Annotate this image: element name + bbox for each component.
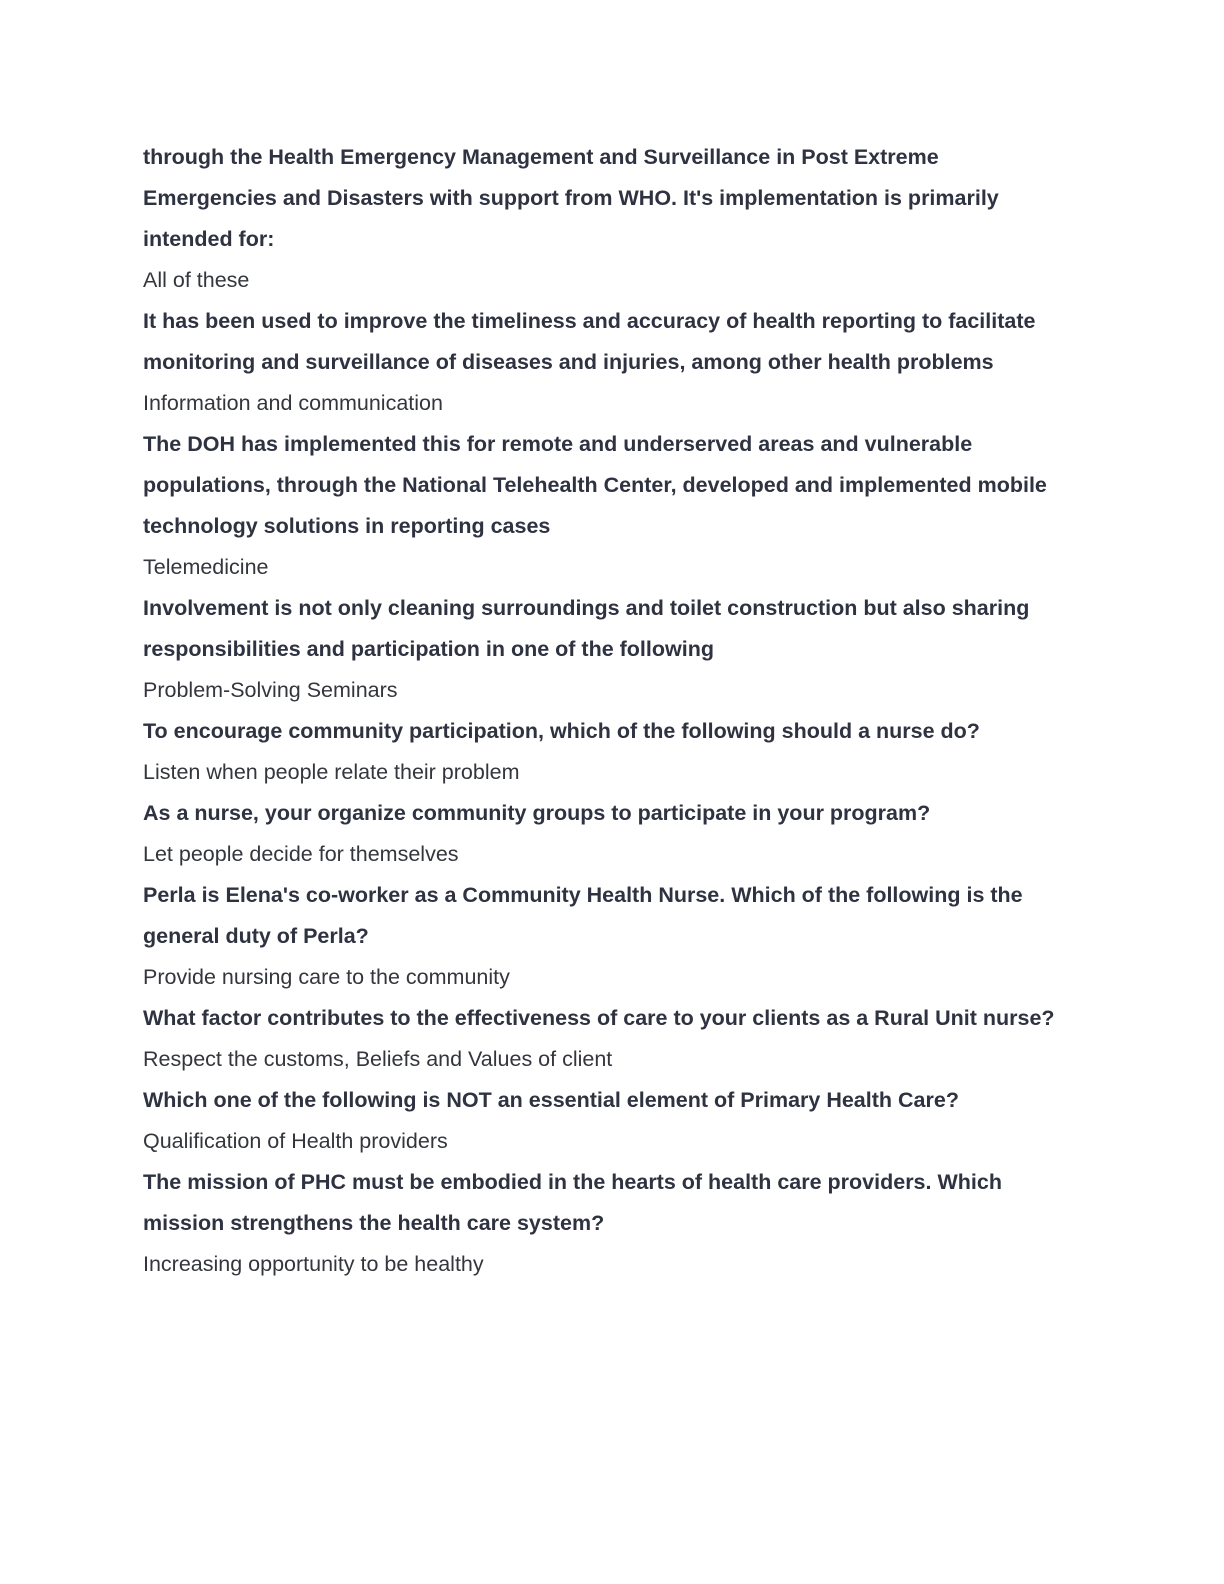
answer-text: Information and communication — [143, 391, 443, 415]
answer-text: Listen when people relate their problem — [143, 760, 520, 784]
answer-text: Respect the customs, Beliefs and Values of client — [143, 1047, 613, 1071]
question-text: The mission of PHC must be embodied in the hearts of health care providers. Which mission strengthens the health care system? — [143, 1170, 1002, 1235]
question-text: Involvement is not only cleaning surroundings and toilet construction but also sharing responsibilities and participation in one of the following — [143, 596, 1030, 661]
answer-text: Let people decide for themselves — [143, 842, 459, 866]
qa-list — [143, 137, 1078, 1285]
question-text: The DOH has implemented this for remote and underserved areas and vulnerable populations, through the National Telehealth Center, developed and implemented mobile technology solutions in reporting cases — [143, 432, 1047, 538]
answer-text: Qualification of Health providers — [143, 1129, 448, 1153]
answer-text: Telemedicine — [143, 555, 269, 579]
question-text: As a nurse, your organize community groups to participate in your program? — [143, 801, 931, 825]
answer-text: Problem-Solving Seminars — [143, 678, 398, 702]
question-text: Perla is Elena's co-worker as a Community Health Nurse. Which of the following is the general duty of Perla? — [143, 883, 1023, 948]
question-text: through the Health Emergency Management and Surveillance in Post Extreme Emergencies and Disasters with support from WHO. It's implementation is primarily intended for: — [143, 145, 999, 251]
answer-text: Provide nursing care to the community — [143, 965, 510, 989]
question-text: To encourage community participation, which of the following should a nurse do? — [143, 719, 980, 743]
question-text: What factor contributes to the effectiveness of care to your clients as a Rural Unit nurse? — [143, 1006, 1055, 1030]
question-text: Which one of the following is NOT an essential element of Primary Health Care? — [143, 1088, 959, 1112]
answer-text: Increasing opportunity to be healthy — [143, 1252, 484, 1276]
question-text: It has been used to improve the timeliness and accuracy of health reporting to facilitate monitoring and surveillance of diseases and injuries, among other health problems — [143, 309, 1036, 374]
answer-text: All of these — [143, 268, 250, 292]
